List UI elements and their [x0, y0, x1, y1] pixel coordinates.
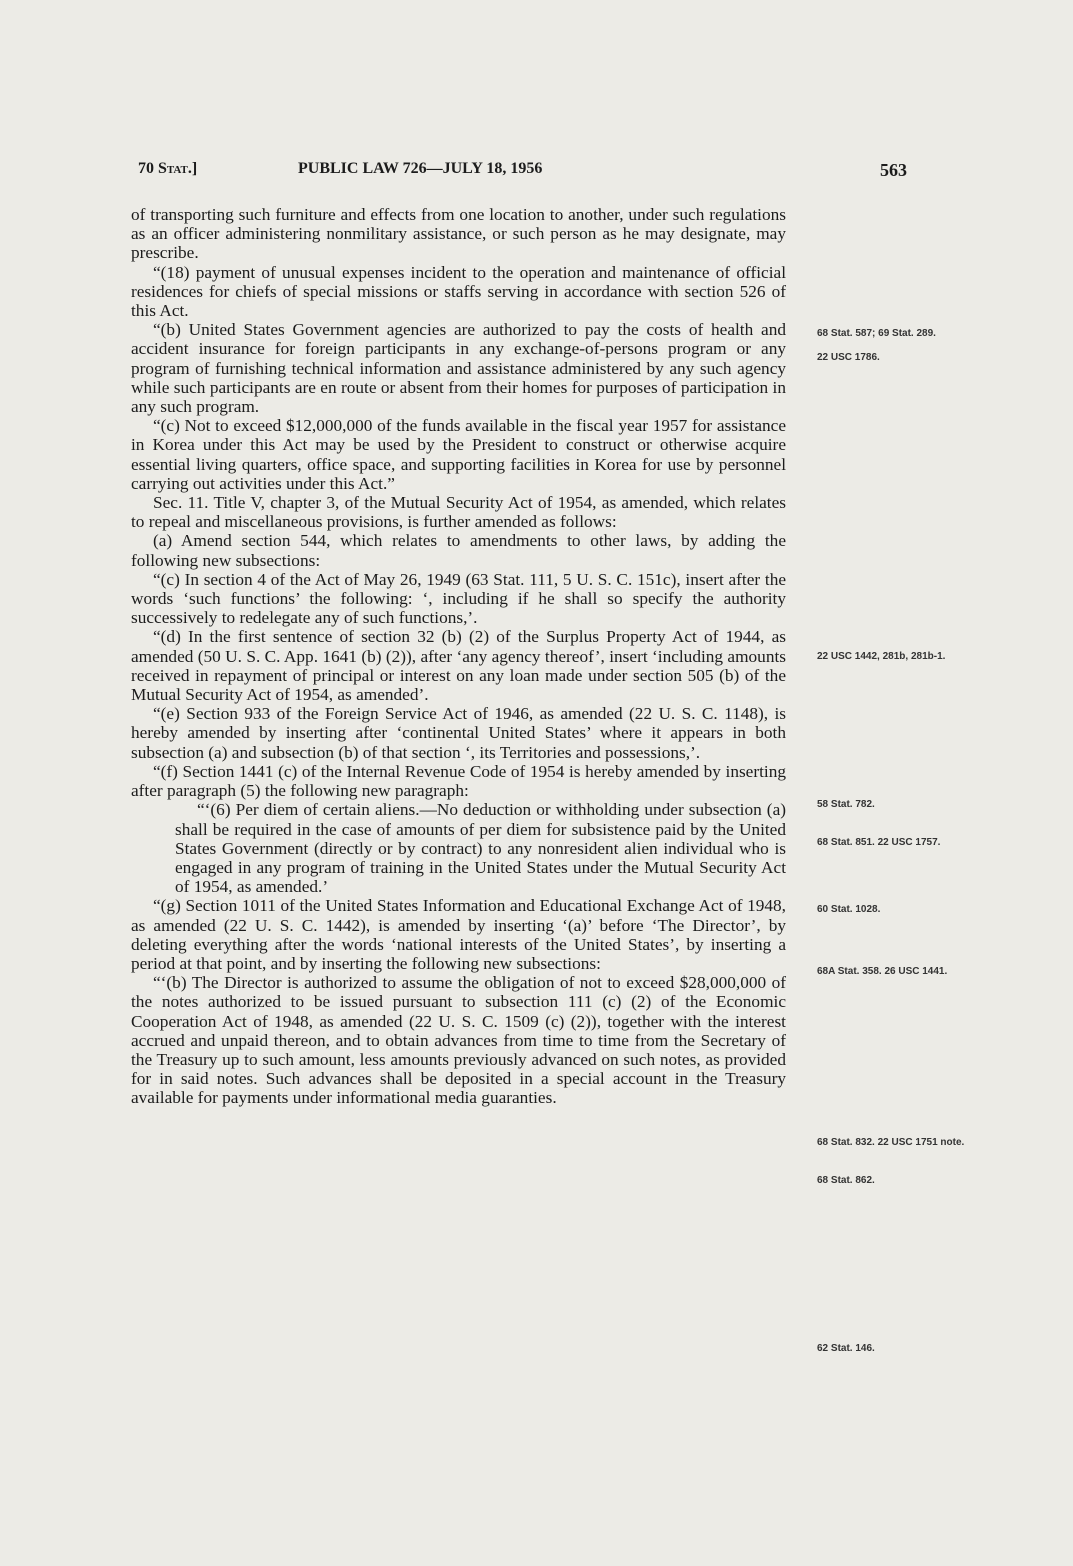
- margin-note: 58 Stat. 782.: [817, 799, 875, 810]
- margin-note: 68 Stat. 862.: [817, 1175, 875, 1186]
- margin-note: 22 USC 1786.: [817, 352, 880, 363]
- margin-note: 68A Stat. 358. 26 USC 1441.: [817, 966, 948, 977]
- margin-note: 68 Stat. 587; 69 Stat. 289.: [817, 328, 936, 339]
- paragraph-new-e: “(e) Section 933 of the Foreign Service Act of 1946, as amended (22 U. S. C. 1148), is hereby amended by inserting after ‘continental United States’ where it appears in both subsection (a) and subsection (b) of that section ‘, its Territories and possessions,’.: [131, 704, 786, 762]
- paragraph-amendment-a: (a) Amend section 544, which relates to amendments to other laws, by adding the following new subsections:: [131, 531, 786, 570]
- margin-note: 60 Stat. 1028.: [817, 904, 881, 915]
- margin-note: 68 Stat. 832. 22 USC 1751 note.: [817, 1137, 965, 1148]
- paragraph-section-11: Sec. 11. Title V, chapter 3, of the Mutual Security Act of 1954, as amended, which relates to repeal and miscellaneous provisions, is further amended as follows:: [131, 493, 786, 532]
- margin-note: 68 Stat. 851. 22 USC 1757.: [817, 837, 941, 848]
- paragraph-per-diem: “‘(6) Per diem of certain aliens.—No deduction or withholding under subsection (a) shall be required in the case of amounts of per diem for subsistence paid by the United States Government (directly or by contract) to any nonresident alien individual who is engaged in any program of training in the United States under the Mutual Security Act of 1954, as amended.’: [175, 800, 786, 897]
- paragraph-new-f: “(f) Section 1441 (c) of the Internal Revenue Code of 1954 is hereby amended by inserting after paragraph (5) the following new paragraph:: [131, 761, 786, 801]
- paragraph-new-c: “(c) In section 4 of the Act of May 26, 1949 (63 Stat. 111, 5 U. S. C. 151c), insert after the words ‘such functions’ the following: ‘, including if he shall so specify the authority successively to redelegate any of such functions,’.: [131, 569, 786, 628]
- paragraph-new-d: “(d) In the first sentence of section 32 (b) (2) of the Surplus Property Act of 1944, as amended (50 U. S. C. App. 1641 (b) (2)), after ‘any agency thereof’, insert ‘including amounts received in repayment of principal or interest on any loan made under section 505 (b) of the Mutual Security Act of 1954, as amended’.: [131, 627, 786, 705]
- margin-note: 22 USC 1442, 281b, 281b-1.: [817, 651, 946, 662]
- paragraph-item-18: “(18) payment of unusual expenses incident to the operation and maintenance of official residences for chiefs of special missions or staffs serving in accordance with section 526 of this Act.: [131, 262, 786, 321]
- paragraph-director-b: “‘(b) The Director is authorized to assume the obligation of not to exceed $28,000,000 of the notes authorized to be issued pursuant to subsection 111 (c) (2) of the Economic Cooperation Act of 1948, as amended (22 U. S. C. 1509 (c) (2)), together with the interest accrued and unpaid thereon, and to obtain advances from time to time from the Secretary of the Treasury up to such amount, less amounts previously advanced on such notes, as provided for in said notes. Such advances shall be deposited in a special account in the Treasury available for payments under informational media guaranties.: [131, 973, 786, 1108]
- volume-reference: 70 Stat.]: [138, 160, 198, 177]
- paragraph-continuation: of transporting such furniture and effects from one location to another, under such regulations as an officer administering nonmilitary assistance, or such person as he may designate, may prescribe.: [131, 205, 786, 263]
- page-number: 563: [880, 160, 907, 180]
- margin-note: 62 Stat. 146.: [817, 1343, 875, 1354]
- law-title: PUBLIC LAW 726—JULY 18, 1956: [298, 160, 543, 177]
- paragraph-new-g: “(g) Section 1011 of the United States Information and Educational Exchange Act of 1948, as amended (22 U. S. C. 1442), is amended by inserting ‘(a)’ before ‘The Director’, by deleting everything after the words ‘national interests of the United States’, by inserting a period at that point, and by inserting the following new subsections:: [131, 896, 786, 973]
- paragraph-subsection-c: “(c) Not to exceed $12,000,000 of the funds available in the fiscal year 1957 for assistance in Korea under this Act may be used by the President to construct or otherwise acquire essential living quarters, office space, and supporting facilities in Korea for use by personnel carrying out activities under this Act.”: [131, 416, 786, 493]
- paragraph-subsection-b: “(b) United States Government agencies are authorized to pay the costs of health and accident insurance for foreign participants in any exchange-of-persons program or any program of furnishing technical information and assistance administered by any such agency while such participants are en route or absent from their homes for purposes of participation in any such program.: [131, 320, 786, 417]
